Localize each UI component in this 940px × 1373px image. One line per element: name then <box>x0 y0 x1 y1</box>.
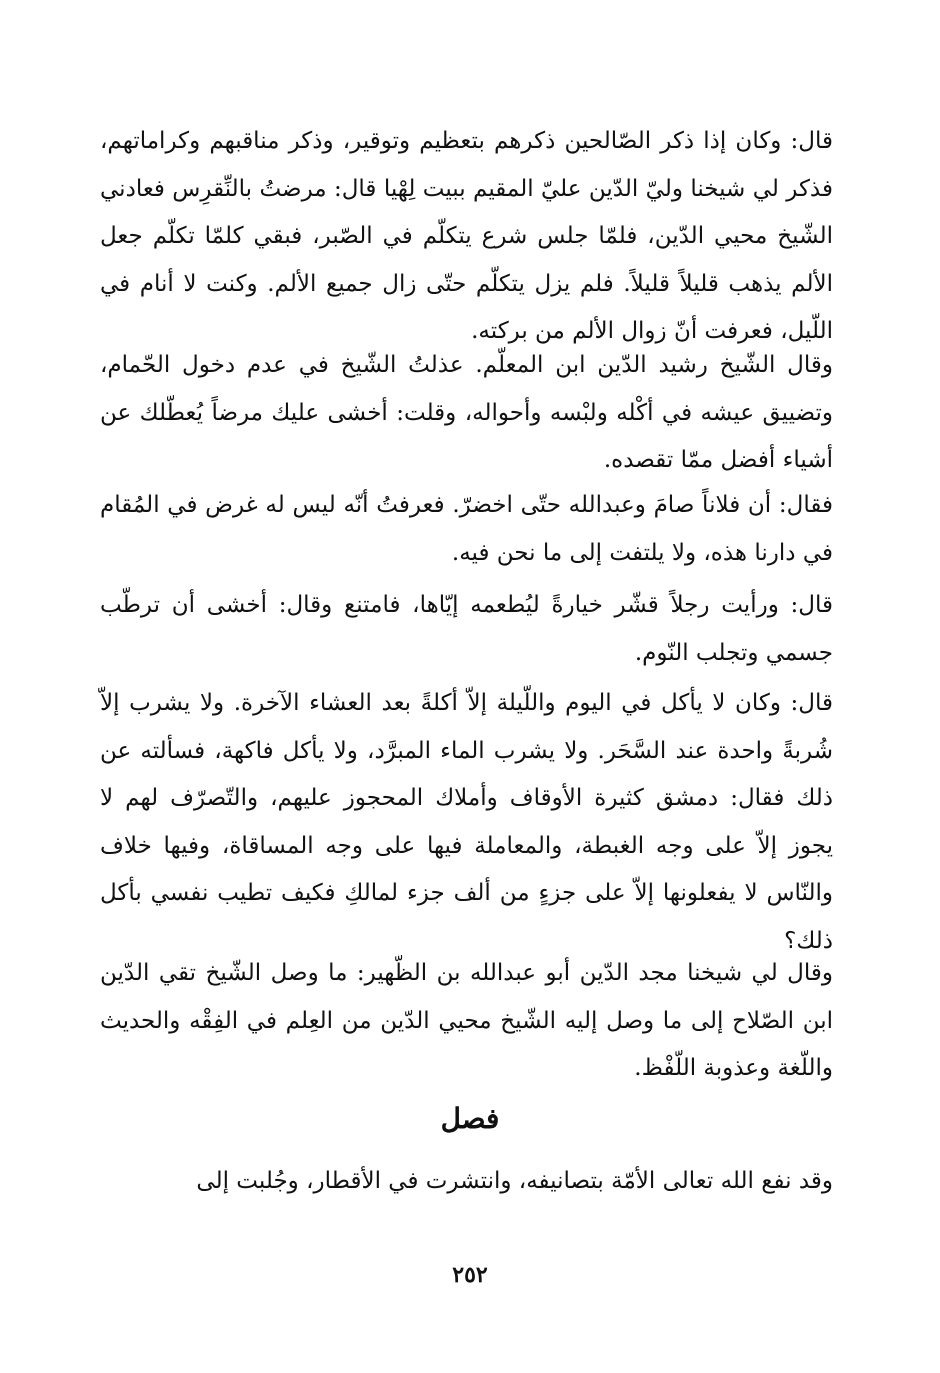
page-number: ٢٥٢ <box>452 1262 488 1288</box>
paragraph-4: قال: ورأيت رجلاً قشّر خيارةً ليُطعمه إيّاها، فامتنع وقال: أخشى أن ترطّب جسمي وتجلب النّوم. <box>100 592 833 666</box>
paragraph-3: فقال: أن فلاناً صامَ وعبدالله حتّى اخضرّ. فعرفتُ أنّه ليس له غرض في المُقام في دارنا هذه، ولا يلتفت إلى ما نحن فيه. <box>100 492 833 566</box>
paragraph-5: قال: وكان لا يأكل في اليوم واللّيلة إلاّ أكلةً بعد العشاء الآخرة. ولا يشرب إلاّ شُربةً واحدة عند السَّحَر. ولا يشرب الماء المبرَّد، ولا يأكل فاكهة، فسألته عن ذلك فقال: دمشق كثيرة الأوقاف وأملاك المحجوز عليهم، والتّصرّف لهم لا يجوز إلاّ على وجه الغبطة، والمعاملة فيها على وجه المساقاة، وفيها خلاف والنّاس لا يفعلونها إلاّ على جزءٍ من ألف جزء لمالكِ فكيف تطيب نفسي بأكل ذلك؟ <box>100 690 833 954</box>
section-heading: فصل <box>440 1102 500 1135</box>
paragraph-6: وقال لي شيخنا مجد الدّين أبو عبدالله بن الظّهير: ما وصل الشّيخ تقي الدّين ابن الصّلاح إلى ما وصل إليه الشّيخ محيي الدّين من العِلم في الفِقْه والحديث واللّغة وعذوبة اللّفْظ. <box>100 960 833 1081</box>
paragraph-continued: وقد نفع الله تعالى الأمّة بتصانيفه، وانتشرت في الأقطار، وجُلبت إلى <box>196 1168 833 1194</box>
paragraph-1: قال: وكان إذا ذكر الصّالحين ذكرهم بتعظيم وتوقير، وذكر مناقبهم وكراماتهم، فذكر لي شيخنا وليّ الدّين عليّ المقيم ببيت لِهْيا قال: مرضتُ بالنِّقرِس فعادني الشّيخ محيي الدّين، فلمّا جلس شرع يتكلّم في الصّبر، فبقي كلمّا تكلّم جعل الألم يذهب قليلاً قليلاً. فلم يزل يتكلّم حتّى زال جميع الألم. وكنت لا أنام في اللّيل، فعرفت أنّ زوال الألم من بركته. <box>100 128 833 344</box>
paragraph-2: وقال الشّيخ رشيد الدّين ابن المعلّم. عذلتُ الشّيخ في عدم دخول الحّمام، وتضييق عيشه في أكْله ولبْسه وأحواله، وقلت: أخشى عليك مرضاً يُعطّلك عن أشياء أفضل ممّا تقصده. <box>100 352 833 473</box>
